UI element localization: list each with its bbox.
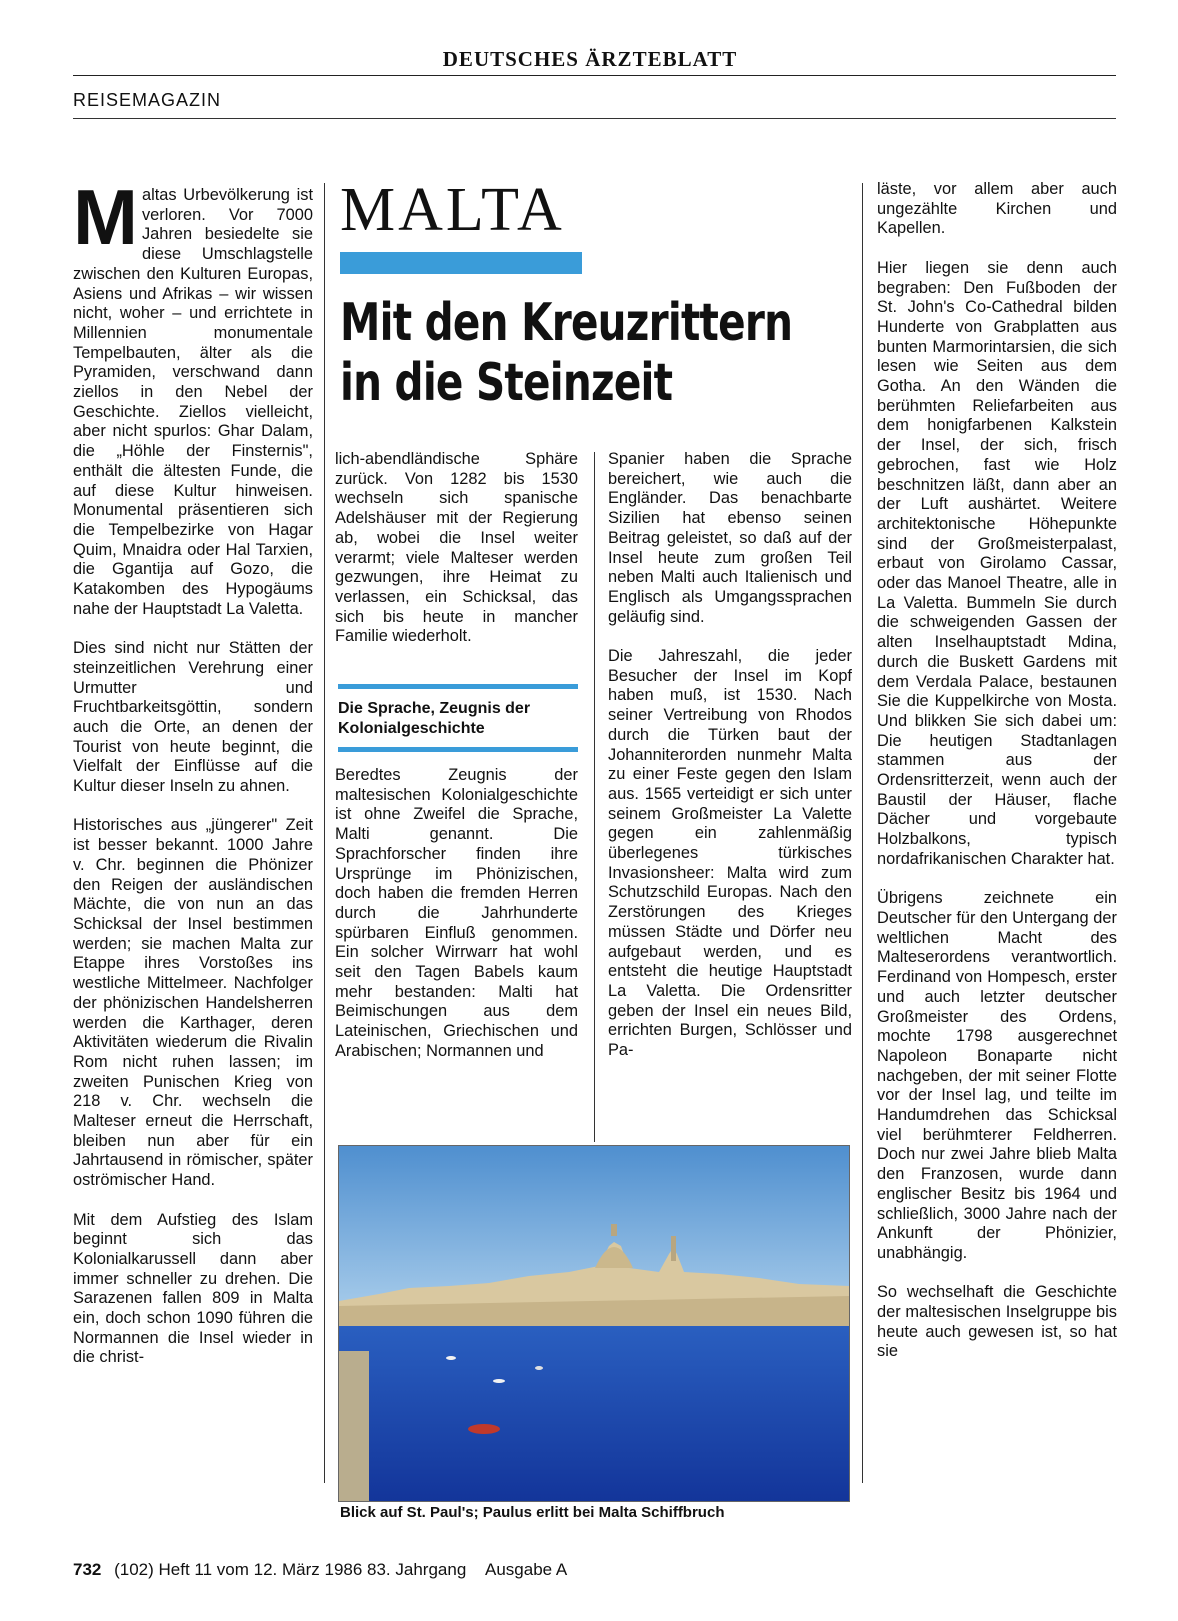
subheading-rule xyxy=(338,747,578,752)
column-5 xyxy=(877,180,1117,1382)
headline: Mit den Kreuzrittern in die Steinzeit xyxy=(340,293,793,413)
masthead: DEUTSCHES ÄRZTEBLATT xyxy=(442,47,738,71)
issue-info: (102) Heft 11 vom 12. März 1986 83. Jahrgang xyxy=(114,1560,467,1579)
section-label: REISEMAGAZIN xyxy=(73,90,222,110)
paragraph: läste, vor allem aber auch ungezählte Kirchen und Kapellen. xyxy=(877,180,1117,238)
paragraph: Maltas Urbevölkerung ist verloren. Vor 7000 Jahren besiedelte sie diese Umschlagstelle zwischen den Kulturen Europas, Asiens und Afrikas – wir wissen nicht, woher – und errichtete in Millennien monumentale Tempelbauten, älter als die Pyramiden, verschwand dann ziellos in den Nebel der Geschichte. Ziellos vielleicht, aber nicht spurlos: Ghar Dalam, die „Höhle der Finsternis", enthält die ältesten Funde, die auf diese Kultur hinweisen. Monumental präsentieren sich die Tempelbezirke von Hagar Quim, Mnaidra oder Hal Tarxien, die Ggantija auf Gozo, die Katakomben des Hypogäums nahe der Hauptstadt La Valetta. xyxy=(73,173,313,618)
subheading-rule xyxy=(338,684,578,689)
paragraph: Beredtes Zeugnis der maltesischen Kolonialgeschichte ist ohne Zweifel die Sprache, Malti genannt. Die Sprachforscher finden ihre Ursprünge im Phönizischen, doch haben die fremden Herren durch die Jahrhunderte spürbaren Einfluß genommen. Ein solcher Wirrwarr hat wohl seit den Tagen Babels kaum mehr bestanden: Malti hat Beimischungen aus dem Lateinischen, Griechischen und Arabischen; Normannen und xyxy=(335,766,578,1060)
column-1 xyxy=(73,173,313,1388)
valletta-skyline-image xyxy=(339,1146,849,1501)
masthead-rule xyxy=(73,75,1116,76)
column-divider xyxy=(862,183,863,1483)
photo-caption: Blick auf St. Paul's; Paulus erlitt bei Malta Schiffbruch xyxy=(340,1504,725,1521)
paragraph: Historisches aus „jüngerer" Zeit ist besser bekannt. 1000 Jahre v. Chr. beginnen die Phönizer den Reigen der ausländischen Mächte, die von nun an das Schicksal der Insel bestimmen werden; sie machen Malta zur Etappe ihres Vorstoßes ins westliche Mittelmeer. Nachfolger der phönizischen Handelsherren werden die Karthager, deren Aktivitäten wiederum die Rivalin Rom nicht ruhen lassen; im zweiten Punischen Krieg von 218 v. Chr. wechseln die Malteser erneut die Herrschaft, bleiben nun aber für ein Jahrtausend in römischer, später oströmischer Hand. xyxy=(73,816,313,1190)
page-number: 732 xyxy=(73,1560,102,1579)
column-3-bottom xyxy=(335,766,578,1081)
drop-cap: M xyxy=(73,173,138,261)
paragraph: Übrigens zeichnete ein Deutscher für den Untergang der weltlichen Macht des Malteserordens verantwortlich. Ferdinand von Hompesch, erster und auch letzter deutscher Großmeister des Ordens, mochte 1798 ausgerechnet Napoleon Bonaparte nicht nachgeben, der mit seiner Flotte vor der Insel lag, und teilte im Handumdrehen das Schicksal viel berühmterer Feldherren. Doch nur zwei Jahre blieb Malta den Franzosen, wurde dann englischer Besitz bis 1964 und schließlich, 3000 Jahre nach der Ankunft der Phönizier, unabhängig. xyxy=(877,889,1117,1262)
paragraph: Dies sind nicht nur Stätten der steinzeitlichen Verehrung einer Urmutter und Fruchtbarkeitsgöttin, sondern auch die Orte, an denen der Tourist von heute beginnt, die Vielfalt der Einflüsse auf die Kultur dieser Inseln zu ahnen. xyxy=(73,639,313,796)
paragraph: Hier liegen sie denn auch begraben: Den Fußboden der St. John's Co-Cathedral bilden Hunderte von Grabplatten aus bunten Marmorintarsien, die sich lesen wie Seiten aus dem Gotha. An den Wänden die berühmten Reliefarbeiten aus dem honigfarbenen Kalkstein der Insel, der sich, frisch gebrochen, fast wie Holz beschnitzen läßt, dann aber an der Luft aushärtet. Weitere architektonische Höhepunkte sind der Großmeisterpalast, erbaut von Girolamo Cassar, oder das Manoel Theatre, alle in La Valetta. Bummeln Sie durch die schweigenden Gassen der alten Inselhauptstadt Mdina, durch die Buskett Gardens mit dem Verdala Palace, bestaunen Sie die Kuppelkirche von Mosta. Und blikken Sie sich dabei um: Die heutigen Stadtanlagen stammen aus der Ordensritterzeit, wenn auch der Baustil der Häuser, flache Dächer und vorgebaute Holzbalkons, typisch nordafrikanischen Charakter hat. xyxy=(877,258,1117,868)
subheading-box xyxy=(338,684,578,752)
page-footer xyxy=(73,1560,567,1580)
paragraph: So wechselhaft die Geschichte der maltesischen Inselgruppe bis heute auch gewesen ist, so hat sie xyxy=(877,1283,1117,1361)
paragraph: Mit dem Aufstieg des Islam beginnt sich das Kolonialkarussell dann aber immer schneller zu drehen. Die Sarazenen fallen 809 in Malta ein, doch schon 1090 führen die Normannen die Insel wieder in die christ- xyxy=(73,1210,313,1367)
column-3-top xyxy=(335,450,578,667)
edition-info: Ausgabe A xyxy=(485,1560,568,1579)
section-rule xyxy=(73,118,1116,119)
column-4 xyxy=(608,450,852,1080)
column-divider xyxy=(594,452,595,1142)
subheading: Die Sprache, Zeugnis der Kolonialgeschichte xyxy=(338,700,531,737)
harbor-photo xyxy=(338,1145,850,1502)
kicker-title: MALTA xyxy=(340,176,565,244)
title-accent-bar xyxy=(340,252,582,274)
paragraph: Die Jahreszahl, die jeder Besucher der Insel im Kopf haben muß, ist 1530. Nach seiner Vertreibung von Rhodos durch die Türken baut der Johanniterorden nunmehr Malta zu einer Feste gegen den Islam aus. 1565 verteidigt er sich unter seinem Großmeister La Valette gegen ein zahlenmäßig überlegenes türkisches Invasionsheer: Malta wird zum Schutzschild Europas. Nach den Zerstörungen des Krieges müssen Städte und Dörfer neu aufgebaut werden, und es entsteht die heutige Hauptstadt La Valetta. Die Ordensritter geben der Insel ein neues Bild, errichten Burgen, Schlösser und Pa- xyxy=(608,647,852,1060)
paragraph: Spanier haben die Sprache bereichert, wie auch die Engländer. Das benachbarte Sizilien hat ebenso seinen Beitrag geleistet, so daß auf der Insel heute zum großen Teil neben Malti auch Italienisch und Englisch als Umgangssprachen geläufig sind. xyxy=(608,450,852,626)
column-divider xyxy=(324,183,325,1483)
paragraph: lich-abendländische Sphäre zurück. Von 1282 bis 1530 wechseln sich spanische Adelshäuser mit der Regierung ab, wobei die Insel weiter verarmt; viele Malteser werden gezwungen, ihre Heimat zu verlassen, ein Schicksal, das sich bis heute in mancher Familie wiederholt. xyxy=(335,450,578,646)
